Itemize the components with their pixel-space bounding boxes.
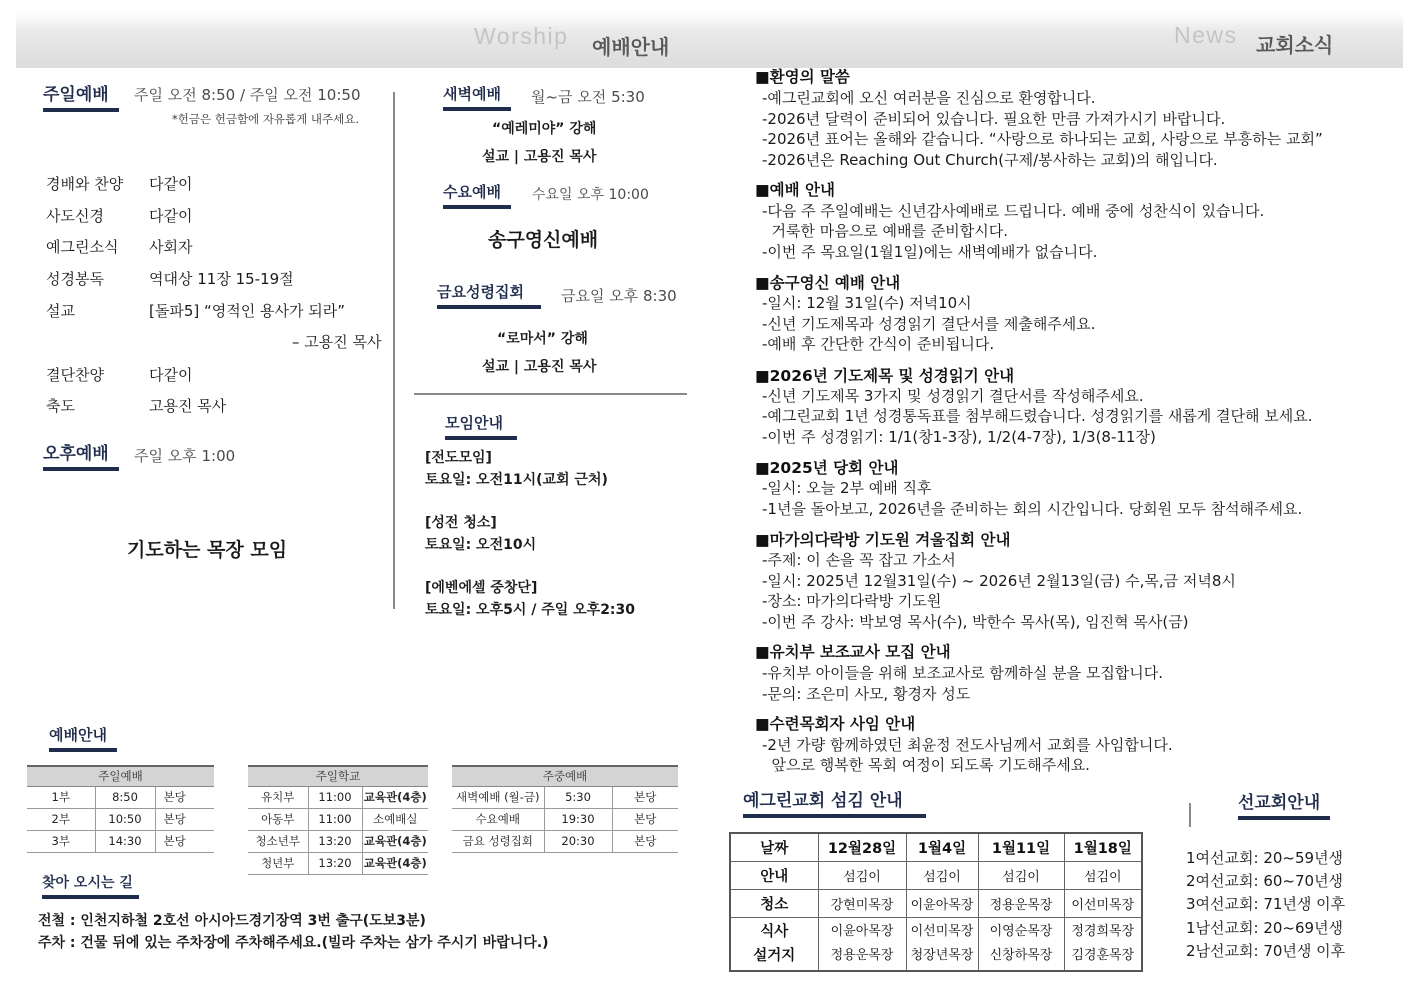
meal-team: 정경희목장 <box>1071 923 1135 939</box>
table-cell: 새벽예배 (월-금) <box>452 786 544 808</box>
table-cell <box>1064 917 1142 971</box>
table-cell: 19:30 <box>544 808 612 830</box>
table-cell: 교육관(4층) <box>362 852 428 874</box>
news-line: 앞으로 행복한 목회 여정이 되도록 기도해주세요. <box>762 756 1090 774</box>
table-cell: 1월11일 <box>978 833 1064 861</box>
wednesday-worship-title: 수요예배 <box>443 181 501 202</box>
order-detail: 다같이 <box>149 175 193 193</box>
wednesday-worship-time: 수요일 오후 10:00 <box>532 187 649 203</box>
news-line: -2026년 표어는 올해와 같습니다. “사랑으로 하나되는 교회, 사랑으로 부흥하는 교회” <box>762 130 1323 148</box>
missions-divider <box>1189 803 1191 827</box>
news-line: -일시: 오늘 2부 예배 직후 <box>762 479 932 497</box>
meeting-name: [에벤에셀 중창단] <box>425 580 538 596</box>
dish-team: 정용운목장 <box>830 947 894 963</box>
table-cell: 섬김이 <box>978 861 1064 889</box>
table-cell: 10:50 <box>95 808 155 830</box>
dish-team: 김경훈목장 <box>1071 947 1135 963</box>
order-detail: 다같이 <box>149 207 193 225</box>
table-cell: 수요예배 <box>452 808 544 830</box>
news-heading: ■2026년 기도제목 및 성경읽기 안내 <box>755 367 1015 385</box>
meeting-name: [전도모임] <box>425 450 492 466</box>
meal-team: 이윤아목장 <box>830 923 894 939</box>
table-cell: 13:20 <box>308 830 362 852</box>
order-item: 결단찬양 <box>46 366 104 384</box>
order-item: 성경봉독 <box>46 270 104 288</box>
news-en-label: News <box>1174 22 1238 48</box>
table-header: 주일학교 <box>248 766 428 786</box>
order-item: 축도 <box>46 397 75 415</box>
table-row <box>730 861 1142 889</box>
order-item: 사도신경 <box>46 207 104 225</box>
table-cell: 5:30 <box>544 786 612 808</box>
table-cell <box>818 917 906 971</box>
news-line: -신년 기도제목 3가지 및 성경읽기 결단서를 작성해주세요. <box>762 387 1144 405</box>
table-row <box>248 786 428 808</box>
table-cell: 본당 <box>612 786 678 808</box>
news-heading: ■유치부 보조교사 모집 안내 <box>755 643 951 661</box>
order-item: 경배와 찬양 <box>46 175 124 193</box>
worship-en-label: Worship <box>474 23 569 49</box>
news-heading: ■환영의 말씀 <box>755 68 850 86</box>
directions-title: 찾아 오시는 길 <box>42 872 133 892</box>
friday-speaker: 설교 | 고용진 목사 <box>482 359 597 375</box>
table-cell: 안내 <box>730 861 818 889</box>
news-line: -장소: 마가의다락방 기도원 <box>762 592 942 610</box>
news-line: 거룩한 마음으로 예배를 준비합시다. <box>762 222 1008 240</box>
sermon-preacher: – 고용진 목사 <box>292 333 382 351</box>
afternoon-worship-title: 오후예배 <box>43 439 109 464</box>
table-cell: 13:20 <box>308 852 362 874</box>
table-cell: 교육관(4층) <box>362 786 428 808</box>
table-row <box>452 786 678 808</box>
directions-subway: 전철 : 인천지하철 2호선 아시아드경기장역 3번 출구(도보3분) <box>38 913 426 929</box>
news-line: -신년 기도제목과 성경읽기 결단서를 제출해주세요. <box>762 315 1096 333</box>
order-item: 설교 <box>46 302 75 320</box>
order-detail: 다같이 <box>149 366 193 384</box>
table-cell: 강현미목장 <box>818 889 906 917</box>
table-cell: 14:30 <box>95 830 155 852</box>
order-item: 예그린소식 <box>46 238 119 256</box>
table-cell <box>906 917 978 971</box>
news-ko-title: 교회소식 <box>1256 33 1334 57</box>
meeting-name: [성전 청소] <box>425 515 497 531</box>
table-row <box>730 889 1142 917</box>
dawn-speaker: 설교 | 고용진 목사 <box>482 149 597 165</box>
guide-title: 예배안내 <box>49 724 107 745</box>
table-cell: 1월18일 <box>1064 833 1142 861</box>
sunday-worship-title: 주일예배 <box>43 80 109 105</box>
sunday-school-table <box>248 765 428 875</box>
news-line: -1년을 돌아보고, 2026년을 준비하는 회의 시간입니다. 당회원 모두 참석해주세요. <box>762 500 1303 518</box>
sunday-worship-time: 주일 오전 8:50 / 주일 오전 10:50 <box>134 86 361 104</box>
table-cell: 1월4일 <box>906 833 978 861</box>
table-row <box>27 830 214 852</box>
table-cell: 섬김이 <box>1064 861 1142 889</box>
table-header: 주일예배 <box>27 766 214 786</box>
meeting-time: 토요일: 오전11시(교회 근처) <box>425 472 608 488</box>
news-line: -주제: 이 손을 꼭 잡고 가소서 <box>762 551 956 569</box>
header-banner <box>16 12 1403 68</box>
mission-item: 2남선교회: 70년생 이후 <box>1186 942 1346 960</box>
table-cell: 11:00 <box>308 786 362 808</box>
mission-item: 3여선교회: 71년생 이후 <box>1186 895 1346 913</box>
section-divider <box>414 393 687 395</box>
table-cell: 11:00 <box>308 808 362 830</box>
order-detail: [돌파5] “영적인 용사가 되라” <box>149 302 345 320</box>
meal-label: 식사 <box>760 923 789 940</box>
news-line: -문의: 조은미 사모, 황경자 성도 <box>762 685 971 703</box>
news-line: -2026년 달력이 준비되어 있습니다. 필요한 만큼 가져가시기 바랍니다. <box>762 110 1226 128</box>
meal-team: 이영순목장 <box>989 923 1053 939</box>
meetings-title: 모임안내 <box>445 412 503 433</box>
news-line: -예그린교회 1년 성경통독표를 첨부해드렸습니다. 성경읽기를 새롭게 결단해 보세요. <box>762 407 1313 425</box>
table-cell: 이선미목장 <box>1064 889 1142 917</box>
afternoon-worship-time: 주일 오후 1:00 <box>134 447 236 465</box>
table-row <box>248 808 428 830</box>
dawn-topic: “예레미야” 강해 <box>492 121 597 137</box>
table-header: 주중예배 <box>452 766 678 786</box>
table-row <box>248 852 428 874</box>
table-cell: 본당 <box>155 808 214 830</box>
table-cell: 섬김이 <box>906 861 978 889</box>
worship-ko-title: 예배안내 <box>592 35 670 59</box>
dish-team: 청장년목장 <box>910 947 974 963</box>
table-row <box>730 917 1142 971</box>
table-cell: 섬김이 <box>818 861 906 889</box>
news-line: -일시: 2025년 12월31일(수) ~ 2026년 2월13일(금) 수,목,금 저녁8시 <box>762 572 1236 590</box>
table-cell <box>730 917 818 971</box>
meal-team: 이선미목장 <box>910 923 974 939</box>
order-detail: 고용진 목사 <box>149 397 227 415</box>
offering-note: *헌금은 헌금함에 자유롭게 내주세요. <box>172 112 360 126</box>
mission-item: 1남선교회: 20~69년생 <box>1186 919 1344 937</box>
news-heading: ■예배 안내 <box>755 181 835 199</box>
news-line: -예그린교회에 오신 여러분을 진심으로 환영합니다. <box>762 89 1096 107</box>
table-cell: 소예배실 <box>362 808 428 830</box>
news-line: -이번 주 강사: 박보영 목사(수), 박한수 목사(목), 임진혁 목사(금) <box>762 613 1189 631</box>
column-divider <box>393 92 395 609</box>
table-cell: 본당 <box>612 830 678 852</box>
news-line: -2년 가량 함께하였던 최윤정 전도사님께서 교회를 사임합니다. <box>762 736 1173 754</box>
sunday-worship-table <box>27 765 214 853</box>
news-line: -다음 주 주일예배는 신년감사예배로 드립니다. 예배 중에 성찬식이 있습니다. <box>762 202 1265 220</box>
table-cell: 1부 <box>27 786 95 808</box>
table-cell <box>978 917 1064 971</box>
table-row <box>730 833 1142 861</box>
table-row <box>27 786 214 808</box>
directions-parking: 주차 : 건물 뒤에 있는 주차장에 주차해주세요.(빌라 주차는 삼가 주시기 바랍니다.) <box>38 935 549 951</box>
news-line: -2026년은 Reaching Out Church(구제/봉사하는 교회)의 해입니다. <box>762 151 1218 169</box>
news-line: -이번 주 목요일(1월1일)에는 새벽예배가 없습니다. <box>762 243 1098 261</box>
table-row <box>248 830 428 852</box>
table-cell: 3부 <box>27 830 95 852</box>
news-heading: ■수련목회자 사임 안내 <box>755 715 916 733</box>
news-line: -유치부 아이들을 위해 보조교사로 함께하실 분을 모집합니다. <box>762 664 1164 682</box>
table-cell: 금요 성령집회 <box>452 830 544 852</box>
table-cell: 2부 <box>27 808 95 830</box>
table-cell: 이윤아목장 <box>906 889 978 917</box>
table-cell: 본당 <box>612 808 678 830</box>
dish-label: 설거지 <box>753 947 796 964</box>
table-cell: 청소년부 <box>248 830 308 852</box>
mission-item: 2여선교회: 60~70년생 <box>1186 872 1344 890</box>
missions-title: 선교회안내 <box>1238 788 1320 813</box>
table-cell: 날짜 <box>730 833 818 861</box>
order-detail: 역대상 11장 15-19절 <box>149 270 294 288</box>
news-line: -이번 주 성경읽기: 1/1(창1-3장), 1/2(4-7장), 1/3(8-11장) <box>762 428 1156 446</box>
wednesday-program: 송구영신예배 <box>488 229 599 251</box>
meeting-time: 토요일: 오전10시 <box>425 537 537 553</box>
dawn-worship-time: 월~금 오전 5:30 <box>531 88 645 106</box>
table-cell: 정용운목장 <box>978 889 1064 917</box>
weekday-worship-table <box>452 765 678 853</box>
table-cell: 본당 <box>155 786 214 808</box>
news-line: -일시: 12월 31일(수) 저녁10시 <box>762 294 972 312</box>
serving-table <box>729 832 1143 972</box>
table-cell: 아동부 <box>248 808 308 830</box>
friday-worship-title: 금요성령집회 <box>437 281 524 302</box>
table-cell: 20:30 <box>544 830 612 852</box>
table-row <box>452 830 678 852</box>
table-cell: 8:50 <box>95 786 155 808</box>
news-line: -예배 후 간단한 간식이 준비됩니다. <box>762 335 995 353</box>
meeting-time: 토요일: 오후5시 / 주일 오후2:30 <box>425 602 636 618</box>
dish-team: 신창하목장 <box>989 947 1053 963</box>
news-heading: ■마가의다락방 기도원 겨울집회 안내 <box>755 531 1011 549</box>
table-row <box>452 808 678 830</box>
news-heading: ■2025년 당회 안내 <box>755 459 899 477</box>
friday-topic: “로마서” 강해 <box>497 331 588 347</box>
mission-item: 1여선교회: 20~59년생 <box>1186 849 1344 867</box>
table-cell: 청소 <box>730 889 818 917</box>
order-detail: 사회자 <box>149 238 193 256</box>
afternoon-program: 기도하는 목장 모임 <box>127 539 288 561</box>
table-cell: 유치부 <box>248 786 308 808</box>
news-heading: ■송구영신 예배 안내 <box>755 274 901 292</box>
dawn-worship-title: 새벽예배 <box>443 83 501 104</box>
friday-worship-time: 금요일 오후 8:30 <box>561 287 677 305</box>
table-row <box>27 808 214 830</box>
table-cell: 청년부 <box>248 852 308 874</box>
table-cell: 교육관(4층) <box>362 830 428 852</box>
table-cell: 본당 <box>155 830 214 852</box>
serving-title: 예그린교회 섬김 안내 <box>743 786 903 811</box>
table-cell: 12월28일 <box>818 833 906 861</box>
